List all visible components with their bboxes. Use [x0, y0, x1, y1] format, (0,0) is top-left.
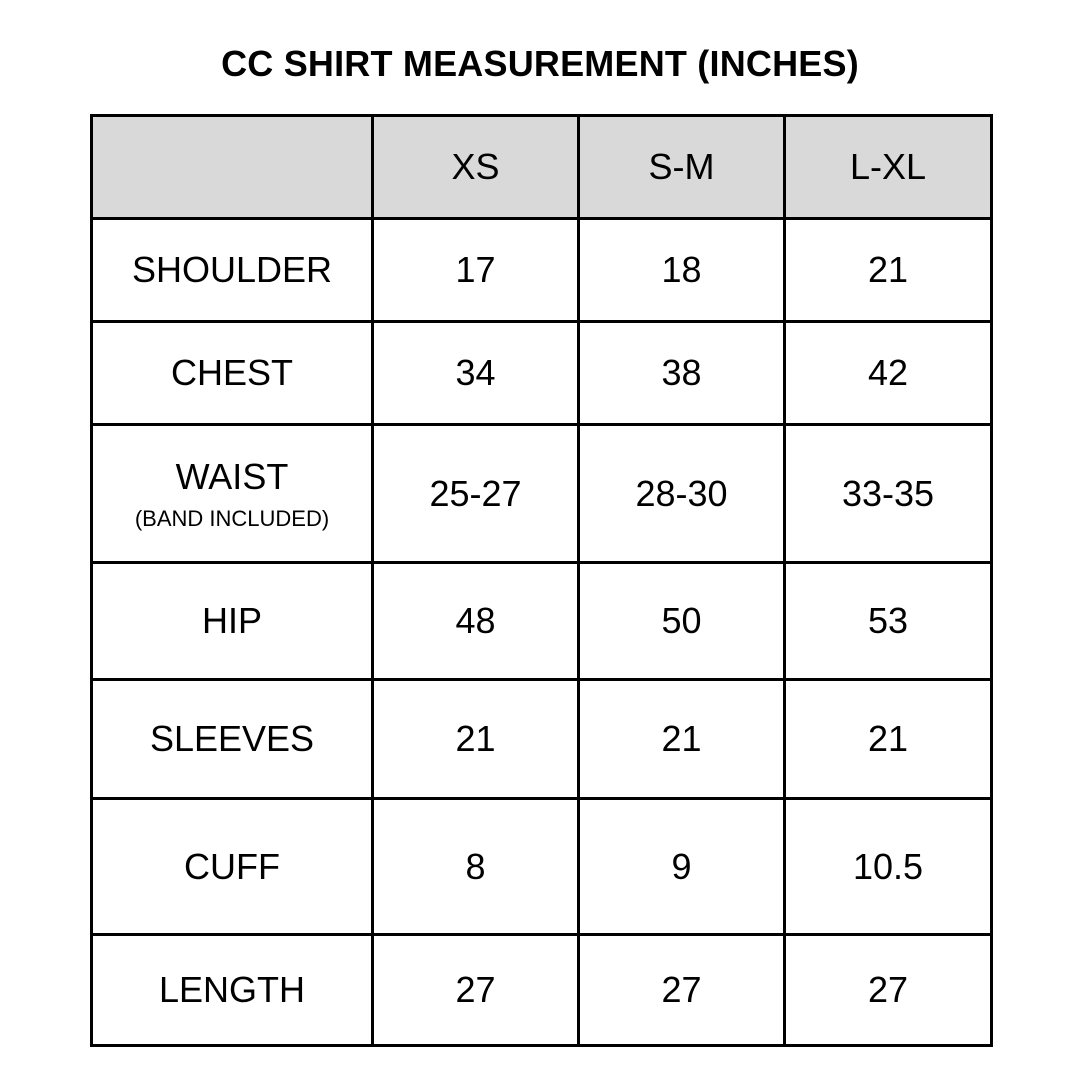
table-cell: 28-30 [579, 425, 785, 563]
row-label: LENGTH [92, 935, 373, 1046]
table-row [92, 563, 992, 680]
table-cell: 17 [373, 219, 579, 322]
row-label: SHOULDER [92, 219, 373, 322]
row-label: HIP [92, 563, 373, 680]
table-cell: 21 [579, 680, 785, 799]
table-cell: 25-27 [373, 425, 579, 563]
row-label-cell [92, 425, 373, 563]
row-label: CHEST [92, 322, 373, 425]
table-row [92, 219, 992, 322]
table-row [92, 322, 992, 425]
table-cell: 21 [785, 680, 992, 799]
table-row [92, 935, 992, 1046]
table-row [92, 680, 992, 799]
table-cell: 38 [579, 322, 785, 425]
table-cell: 53 [785, 563, 992, 680]
header-size-l-xl: L-XL [785, 116, 992, 219]
row-label: WAIST [175, 455, 289, 497]
table-cell: 21 [785, 219, 992, 322]
table-cell: 18 [579, 219, 785, 322]
row-label: CUFF [92, 799, 373, 935]
table-cell: 33-35 [785, 425, 992, 563]
size-chart-table [90, 114, 993, 1047]
table-cell: 27 [579, 935, 785, 1046]
table-cell: 27 [785, 935, 992, 1046]
header-size-s-m: S-M [579, 116, 785, 219]
table-cell: 42 [785, 322, 992, 425]
row-sublabel: (BAND INCLUDED) [134, 505, 330, 531]
table-cell: 10.5 [785, 799, 992, 935]
table-cell: 21 [373, 680, 579, 799]
table-cell: 50 [579, 563, 785, 680]
table-cell: 48 [373, 563, 579, 680]
table-cell: 34 [373, 322, 579, 425]
table-cell: 8 [373, 799, 579, 935]
table-header-row [92, 116, 992, 219]
table-row [92, 799, 992, 935]
row-label: SLEEVES [92, 680, 373, 799]
page-title: CC SHIRT MEASUREMENT (INCHES) [221, 43, 859, 84]
table-cell: 27 [373, 935, 579, 1046]
table-row [92, 425, 992, 563]
table-cell: 9 [579, 799, 785, 935]
header-size-xs: XS [373, 116, 579, 219]
header-corner-cell [92, 116, 373, 219]
